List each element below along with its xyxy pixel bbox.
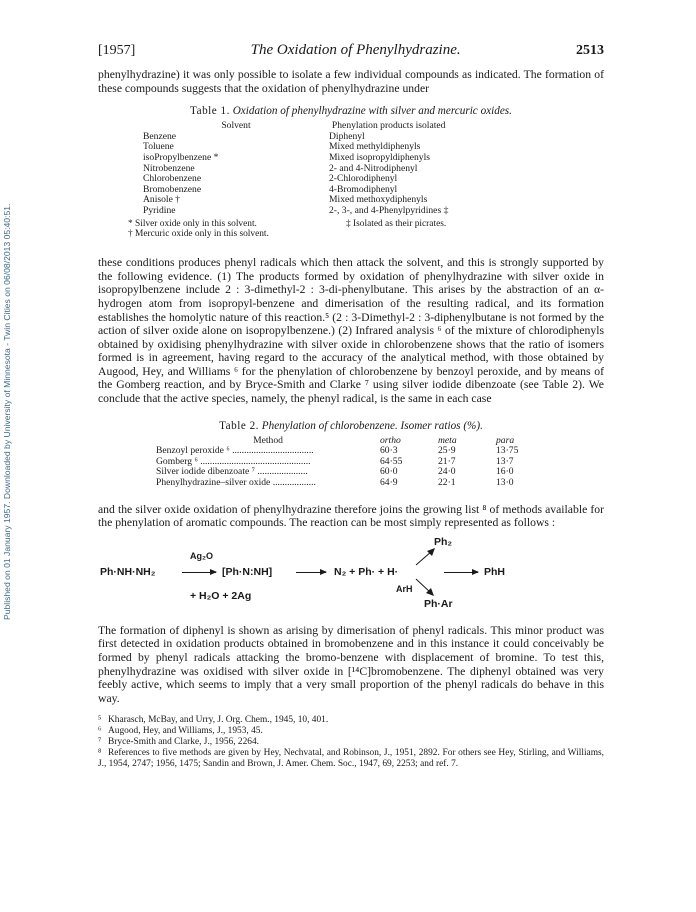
table1-header-solvent: Solvent (221, 120, 251, 132)
journal-page (98, 42, 604, 769)
table-cell: 2-Chlorodiphenyl (329, 173, 398, 185)
table-cell: Benzene (143, 130, 177, 142)
table-cell: 64·55 (380, 455, 403, 467)
reference-number: ⁸ (98, 747, 102, 758)
table-cell: Diphenyl (329, 130, 365, 142)
table-cell: 25·9 (438, 445, 456, 457)
table-cell: Bromobenzene (143, 183, 202, 195)
header-title: The Oxidation of Phenylhydrazine. (250, 42, 461, 58)
scheme-final-product: PhH (484, 565, 505, 578)
table2-label: Table 2. (219, 419, 259, 432)
table-cell: 2- and 4-Nitrodiphenyl (329, 162, 418, 174)
table-cell: 16·0 (496, 466, 514, 478)
paragraph-4: The formation of diphenyl is shown as arising by dimerisation of phenyl radicals. This minor product was first detected in oxidation products obtained in bromobenzene and in this instance it could conceivably be formed by phenyl radicals attacking the bromo-benzene with displacement of bromine. To test this, phenylhydrazine was oxidised with silver oxide in [¹⁴C]bromobenzene. The diphenyl obtained was very feebly active, which seems to imply that a very small proportion of the phenyl radicals do behave in this way. (98, 623, 604, 705)
table1-footnotes (128, 219, 604, 241)
table-cell: Mixed methoxydiphenyls (329, 194, 428, 206)
table-cell: 13·75 (496, 445, 519, 457)
table-cell: 64·9 (380, 477, 398, 489)
reference-item (98, 737, 604, 748)
table-cell: Mixed isopropyldiphenyls (329, 151, 430, 163)
scheme-biaryl: Ph·Ar (424, 597, 453, 610)
table1-footnote-c: ‡ Isolated as their picrates. (346, 218, 447, 229)
table-cell: 13·0 (496, 477, 514, 489)
paragraph-3: and the silver oxide oxidation of phenylhydrazine therefore joins the growing list ⁸ of methods available for the phenylation of aromatic compounds. The reaction can be most simply represented as follows : (98, 502, 604, 530)
table-cell: Mixed methyldiphenyls (329, 141, 421, 153)
table-cell: Silver iodide dibenzoate ⁷ ..................... (156, 466, 308, 478)
reference-text: Bryce-Smith and Clarke, J., 1956, 2264. (108, 736, 260, 747)
scheme-diagonal-arrows (98, 534, 604, 620)
scheme-reactant: Ph·NH·NH₂ (100, 565, 156, 578)
table-row (143, 206, 448, 217)
table2-header-meta: meta (438, 434, 457, 446)
table2 (156, 436, 518, 489)
table2-header-ortho: ortho (380, 434, 401, 446)
table1 (143, 121, 448, 216)
running-header (98, 42, 604, 68)
references (98, 715, 604, 769)
table2-caption (98, 420, 604, 432)
table-cell: 24·0 (438, 466, 456, 478)
table1-header-products: Phenylation products isolated (331, 120, 446, 132)
table-cell: 4-Bromodiphenyl (329, 183, 398, 195)
scheme-arene: ArH (396, 583, 413, 594)
reference-number: ⁵ (98, 715, 102, 726)
header-year: [1957] (98, 43, 136, 58)
table-cell: 21·7 (438, 455, 456, 467)
table-cell: Pyridine (143, 204, 176, 216)
table-cell: 2-, 3-, and 4-Phenylpyridines ‡ (329, 204, 449, 216)
table-cell: Gomberg ⁶ .............................................. (156, 455, 311, 467)
paragraph-2: these conditions produces phenyl radicals which then attack the solvent, and this is strongly supported by the following evidence. (1) The products formed by oxidation of phenylhydrazine with silver oxide in isopropylbenzene include 2 : 3-dimethyl-2 : 3-di-phenylbutane. This arises by the abstraction of an α-hydrogen atom from isopropyl-benzene and dimerisation of the resulting radical, and its formation establishes the homolytic nature of this reaction.⁵ (2 : 3-Dimethyl-2 : 3-diphenylbutane is not formed by the action of silver oxide alone on isopropylbenzene.) (2) Infrared analysis ⁶ of the mixture of chlorodiphenyls obtained by oxidising phenylhydrazine with silver oxide in chlorobenzene shows that the ratio of isomers formed is in agreement, having regard to the accuracy of the analytical method, with those obtained by Augood, Hey, and Williams ⁶ for the phenylation of chlorobenzene by benzoyl peroxide, and by means of the Gomberg reaction, and by Bryce-Smith and Clarke ⁷ using silver iodide dibenzoate (see Table 2). We conclude that the active species, namely, the phenyl radical, is the same in each case (98, 256, 604, 406)
table-cell: 60·3 (380, 445, 398, 457)
scheme-reagent: Ag₂O (190, 550, 213, 561)
header-page-number: 2513 (575, 43, 604, 58)
reference-number: ⁶ (98, 726, 102, 737)
table-cell: Benzoyl peroxide ⁶ .................................. (156, 445, 314, 457)
table2-header-para: para (496, 434, 515, 446)
table-cell: 13·7 (496, 455, 514, 467)
table1-footnote-a: * Silver oxide only in this solvent. (128, 218, 257, 229)
scheme-dimer: Ph₂ (434, 535, 453, 548)
reference-text: References to five methods are given by Hey, Nechvatal, and Robinson, J., 1951, 2892. For others see Hey, Stirling, and Williams, J., 1954, 2747; 1956, 1475; Sandin and Brown, J. Amer. Chem. Soc., 1947, 69, 2253; and ref. 7. (98, 747, 604, 769)
table-cell: isoPropylbenzene * (143, 151, 219, 163)
reference-text: Kharasch, McBay, and Urry, J. Org. Chem., 1945, 10, 401. (108, 715, 329, 726)
table1-footnote-b: † Mercuric oxide only in this solvent. (128, 229, 269, 240)
table-row (156, 478, 518, 489)
reference-item (98, 715, 604, 726)
table-cell: 22·1 (438, 477, 456, 489)
table-cell: 60·0 (380, 466, 398, 478)
reference-text: Augood, Hey, and Williams, J., 1953, 45. (108, 726, 263, 737)
paragraph-1: phenylhydrazine) it was only possible to isolate a few individual compounds as indicated. The formation of these compounds suggests that the oxidation of phenylhydrazine under (98, 68, 604, 95)
table1-header-row (143, 121, 448, 132)
table-row (143, 153, 448, 164)
table1-title: Oxidation of phenylhydrazine with silver and mercuric oxides. (232, 105, 512, 118)
reaction-scheme (98, 534, 604, 620)
scheme-products: N₂ + Ph· + H· (334, 565, 399, 578)
table-cell: Chlorobenzene (143, 173, 202, 185)
scheme-byproducts: + H₂O + 2Ag (190, 589, 252, 602)
table-cell: Toluene (143, 141, 174, 153)
table-cell: Phenylhydrazine–silver oxide .................. (156, 477, 316, 489)
download-watermark: Published on 01 January 1957. Downloaded by University of Minnesota - Twin Cities on 06/08/2013 05:40:51. (2, 203, 12, 620)
table-cell: Nitrobenzene (143, 162, 195, 174)
table2-header-method: Method (253, 434, 283, 446)
table1-label: Table 1. (190, 105, 230, 118)
table-cell: Anisole † (143, 194, 181, 206)
reference-item (98, 726, 604, 737)
reference-item (98, 748, 604, 770)
table2-title: Phenylation of chlorobenzene. Isomer ratios (%). (261, 419, 483, 432)
table1-caption (98, 105, 604, 117)
reference-number: ⁷ (98, 736, 102, 747)
scheme-intermediate: [Ph·N:NH] (222, 565, 273, 578)
